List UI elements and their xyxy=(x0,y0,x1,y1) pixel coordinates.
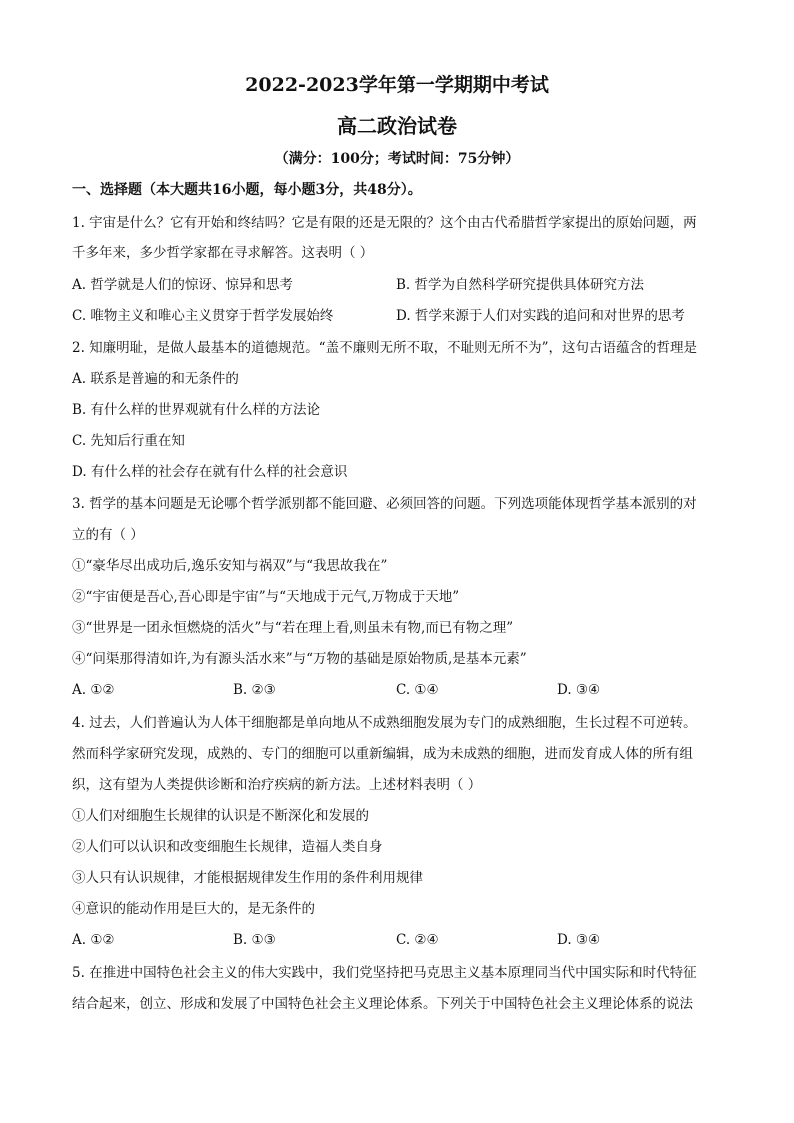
q5-stem-line1: 5. 在推进中国特色社会主义的伟大实践中，我们党坚持把马克思主义基本原理同当代中国实际和时代特征 xyxy=(72,965,697,981)
q4-option-a: A. ①② xyxy=(72,932,115,948)
q4-statement-4: ④意识的能动作用是巨大的，是无条件的 xyxy=(72,901,315,917)
q3-option-b: B. ②③ xyxy=(233,682,276,698)
q2-option-a: A. 联系是普遍的和无条件的 xyxy=(72,371,239,387)
q5-stem-line2: 结合起来，创立、形成和发展了中国特色社会主义理论体系。下列关于中国特色社会主义理论体系的说法 xyxy=(72,996,693,1012)
q3-statement-1: ①“豪华尽出成功后,逸乐安知与祸双”与“我思故我在” xyxy=(72,558,388,574)
section-heading: 一、选择题（本大题共16小题，每小题3分，共48分）。 xyxy=(72,182,422,198)
q4-statement-2: ②人们可以认识和改变细胞生长规律，造福人类自身 xyxy=(72,839,383,855)
q2-option-c: C. 先知后行重在知 xyxy=(72,433,185,449)
q4-option-b: B. ①③ xyxy=(233,932,276,948)
q2-option-b: B. 有什么样的世界观就有什么样的方法论 xyxy=(72,402,321,418)
q3-statement-2: ②“宇宙便是吾心,吾心即是宇宙”与“天地成于元气,万物成于天地” xyxy=(72,589,460,605)
q3-option-d: D. ③④ xyxy=(557,682,601,698)
q1-stem-line1: 1. 宇宙是什么？它有开始和终结吗？它是有限的还是无限的？这个由古代希腊哲学家提出的原始问题，两 xyxy=(72,215,697,231)
q2-option-d: D. 有什么样的社会存在就有什么样的社会意识 xyxy=(72,464,348,480)
q3-option-c: C. ①④ xyxy=(396,682,439,698)
q3-stem-line1: 3. 哲学的基本问题是无论哪个哲学派别都不能回避、必须回答的问题。下列选项能体现哲学基本派别的对 xyxy=(72,496,697,512)
q1-option-b: B. 哲学为自然科学研究提供具体研究方法 xyxy=(396,277,645,293)
q4-statement-1: ①人们对细胞生长规律的认识是不断深化和发展的 xyxy=(72,808,369,824)
q3-statement-4: ④“问渠那得清如许,为有源头活水来”与“万物的基础是原始物质,是基本元素” xyxy=(72,651,527,667)
exam-info: （满分：100分；考试时间：75分钟） xyxy=(274,151,520,167)
q1-option-d: D. 哲学来源于人们对实践的追问和对世界的思考 xyxy=(396,308,685,324)
q4-option-c: C. ②④ xyxy=(396,932,439,948)
q1-option-c: C. 唯物主义和唯心主义贯穿于哲学发展始终 xyxy=(72,308,334,324)
q4-stem-line3: 织，这有望为人类提供诊断和治疗疾病的新方法。上述材料表明（ ） xyxy=(72,777,482,793)
q4-stem-line2: 然而科学家研究发现，成熟的、专门的细胞可以重新编辑，成为未成熟的细胞，进而发育成人体的所有组 xyxy=(72,746,693,762)
q3-stem-line2: 立的有（ ） xyxy=(72,527,144,543)
q1-stem-line2: 千多年来，多少哲学家都在寻求解答。这表明（ ） xyxy=(72,245,374,261)
q3-option-a: A. ①② xyxy=(72,682,115,698)
q4-stem-line1: 4. 过去，人们普遍认为人体干细胞都是单向地从不成熟细胞发展为专门的成熟细胞，生长过程不可逆转。 xyxy=(72,715,697,731)
q4-statement-3: ③人只有认识规律，才能根据规律发生作用的条件利用规律 xyxy=(72,870,423,886)
exam-title: 2022-2023学年第一学期期中考试 xyxy=(245,74,549,96)
q2-stem-line1: 2. 知廉明耻，是做人最基本的道德规范。“盖不廉则无所不取，不耻则无所不为”，这句古语蕴含的哲理是 xyxy=(72,340,697,356)
q3-statement-3: ③“世界是一团永恒燃烧的活火”与“若在理上看,则虽未有物,而已有物之理” xyxy=(72,620,514,636)
q1-option-a: A. 哲学就是人们的惊讶、惊异和思考 xyxy=(72,277,293,293)
q4-option-d: D. ③④ xyxy=(557,932,601,948)
exam-subtitle: 高二政治试卷 xyxy=(337,114,457,138)
